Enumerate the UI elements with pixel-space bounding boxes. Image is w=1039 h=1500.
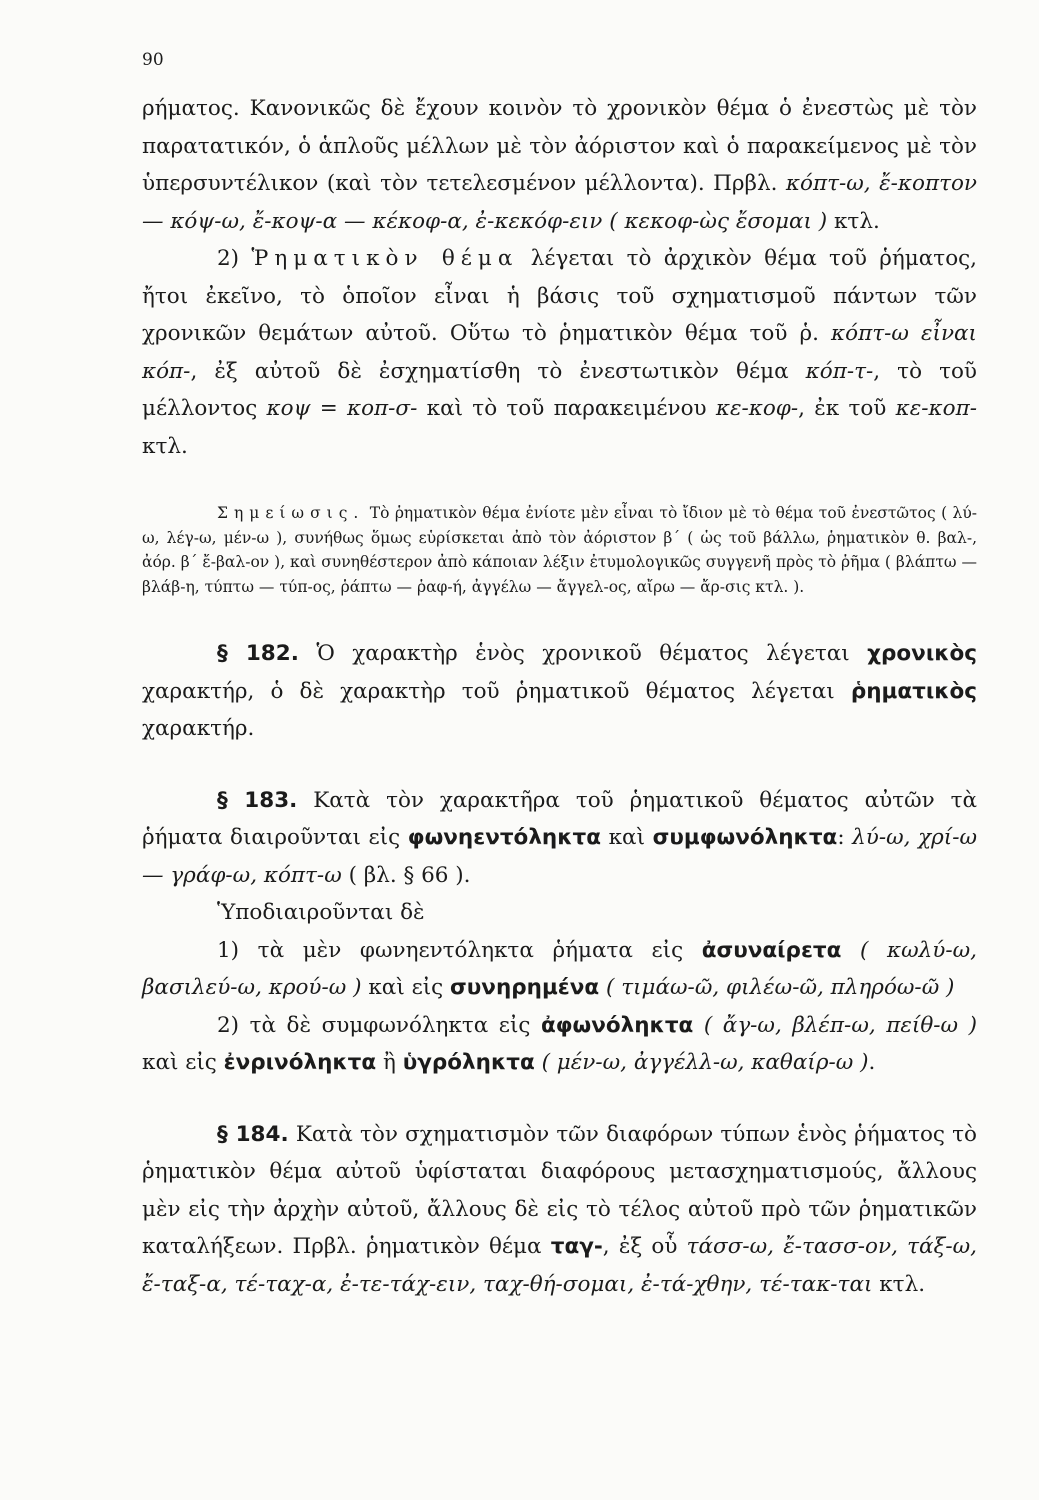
text: ρήματος. Κανονικῶς δὲ ἔχουν κοινὸν τὸ χρονικὸν θέμα ὁ ἐνεστὼς μὲ τὸν παρατατικόν, ὁ ἁπλοῦς μέλλων μὲ τὸν ἀόριστον καὶ ὁ παρακείμενος μὲ τὸν ὑπερσυντέλικον (καὶ τὸν τετελεσμένον μέλλοντα). Πρβλ. <box>142 96 977 196</box>
text: χαρακτήρ, ὁ δὲ χαρακτὴρ τοῦ ῥηματικοῦ θέματος λέγεται <box>142 678 851 704</box>
text: καὶ τὸ τοῦ παρακειμένου <box>417 396 716 421</box>
example-forms: κόπτ-ω, ἔ-κοπτον — κόψ-ω, ἔ-κοψ-α — κέκοφ-α, ἐ-κεκόφ-ειν ( κεκοφ-ὼς ἔσομαι ) <box>142 171 977 234</box>
text: . <box>868 1050 876 1075</box>
text: Ὁ χαρακτὴρ ἑνὸς χρονικοῦ θέματος λέγεται <box>298 641 868 666</box>
example-form: κόπτ-ω εἶναι κόπ- <box>142 321 977 384</box>
note-text: Τὸ ῥηματικὸν θέμα ἐνίοτε μὲν εἶναι τὸ ἴδιον μὲ τὸ θέμα τοῦ ἐνεστῶτος ( λύ-ω, λέγ-ω, μέν-ω ), συνήθως ὅμως εὑρίσκεται ἀπὸ τὸν ἀόριστον β΄ ( ὡς τοῦ βάλλω, ῥηματικὸν θ. βαλ-, ἀόρ. β΄ ἔ-βαλ-ον ), καὶ συνηθέστερον ἀπὸ κάποιαν λέξιν ἐτυμολογικῶς συγγενῆ πρὸς τὸ ῥῆμα ( βλάπτω — βλάβ-η, τύπτω — τύπ-ος, ῥάπτω — ῥαφ-ή, ἀγγέλω — ἄγγελ-ος, αἴρω — ἄρ-σις κτλ. ). <box>142 504 977 596</box>
paragraph-continuation <box>142 90 977 240</box>
bold-term: φωνηεντόληκτα <box>407 825 602 850</box>
text: Κατὰ τὸν σχηματισμὸν τῶν διαφόρων τύπων ἑνὸς ῥήματος τὸ ῥηματικὸν θέμα αὐτοῦ ὑφίσταται διαφόρους μετασχηματισμούς, ἄλλους μὲν εἰς τὴν ἀρχὴν αὐτοῦ, ἄλλους δὲ εἰς τὸ τέλος αὐτοῦ πρὸ τῶν ῥηματικῶν καταλήξεων. Πρβλ. ῥηματικὸν θέμα <box>142 1121 977 1259</box>
example-forms: τάσσ-ω, ἔ-τασσ-ον, τάξ-ω, ἔ-ταξ-α, τέ-ταχ-α, ἐ-τε-τάχ-ειν, ταχ-θή-σομαι, ἐ-τά-χθην, τέ-τακ-ται <box>142 1234 977 1297</box>
subdivision-vowel-stems <box>142 932 977 1007</box>
page-number: 90 <box>142 50 164 70</box>
text: 2) τὰ δὲ συμφωνόληκτα εἰς <box>217 1012 541 1038</box>
spaced-term: Ῥηματικὸν θέμα <box>251 246 519 271</box>
text: 2) <box>217 246 252 271</box>
example-form: κοψ = κοπ-σ- <box>266 396 418 421</box>
bold-term: ὑγρόληκτα <box>402 1050 535 1075</box>
text: 1) τὰ μὲν φωνηεντόληκτα ῥήματα εἰς <box>217 937 702 963</box>
page-content <box>142 90 977 1303</box>
example-forms: ( τιμάω-ῶ, φιλέω-ῶ, πληρόω-ῶ ) <box>599 975 955 1000</box>
section-184 <box>142 1116 977 1304</box>
bold-term: ῥηματικὸς <box>850 678 977 704</box>
example-form: κόπ-τ- <box>805 358 874 384</box>
bold-term: ἀσυναίρετα <box>701 937 842 963</box>
text: κτλ. <box>142 433 188 459</box>
bold-term: χρονικὸς <box>867 641 977 666</box>
text: , ἐξ αὐτοῦ δὲ ἐσχηματίσθη τὸ ἐνεστωτικὸν θέμα <box>190 358 806 384</box>
bold-term: ταγ- <box>550 1234 603 1259</box>
example-form: κε-κοπ- <box>895 396 977 421</box>
text: Κατὰ τὸν χαρακτῆρα τοῦ ῥηματικοῦ θέματος αὐτῶν τὰ ῥήματα διαιροῦνται εἰς <box>142 787 977 850</box>
example-forms: ( ἄγ-ω, βλέπ-ω, πείθ-ω ) <box>693 1012 977 1038</box>
text: καὶ <box>601 825 653 850</box>
bold-term: συνηρημένα <box>450 975 600 1000</box>
example-form: κε-κοφ- <box>715 396 799 421</box>
section-183 <box>142 782 977 895</box>
subdivision-intro <box>142 894 977 932</box>
text: κτλ. <box>827 208 880 234</box>
text: : <box>837 825 853 850</box>
bold-term: συμφωνόληκτα <box>652 825 838 850</box>
bold-term: ἀφωνόληκτα <box>540 1012 694 1038</box>
paragraph-verbal-stem <box>142 240 977 465</box>
section-number: § 182. <box>217 641 299 666</box>
section-number: § 184. <box>217 1121 289 1147</box>
bold-term: ἐνρινόληκτα <box>223 1050 377 1075</box>
example-forms: λύ-ω, χρί-ω — γράφ-ω, κόπτ-ω <box>142 825 978 888</box>
example-forms: ( μέν-ω, ἀγγέλλ-ω, καθαίρ-ω ) <box>534 1050 869 1075</box>
text: , τὸ τοῦ μέλλοντος <box>142 358 977 421</box>
section-182 <box>142 635 977 748</box>
text: χαρακτήρ. <box>142 716 255 741</box>
example-forms: ( κωλύ-ω, βασιλεύ-ω, κρού-ω ) <box>142 937 977 1000</box>
subdivision-consonant-stems <box>142 1007 977 1082</box>
text: , ἐξ οὗ <box>602 1234 687 1259</box>
text: καὶ εἰς <box>142 1050 224 1075</box>
text: καὶ εἰς <box>361 975 451 1000</box>
text: , ἐκ τοῦ <box>798 396 896 421</box>
text: λέγεται τὸ ἀρχικὸν θέμα τοῦ ῥήματος, ἤτοι ἐκεῖνο, τὸ ὁποῖον εἶναι ἡ βάσις τοῦ σχηματισμοῦ πάντων τῶν χρονικῶν θεμάτων αὐτοῦ. Οὕτω τὸ ῥηματικὸν θέμα τοῦ ῥ. <box>142 246 978 346</box>
note-paragraph <box>142 501 977 599</box>
section-number: § 183. <box>217 787 298 813</box>
text: ( βλ. § 66 ). <box>341 862 471 888</box>
text: ἢ <box>376 1050 403 1075</box>
note-label: Σημείωσις. <box>217 504 365 522</box>
text: κτλ. <box>872 1271 926 1297</box>
text: Ὑποδιαιροῦνται δὲ <box>217 900 425 925</box>
